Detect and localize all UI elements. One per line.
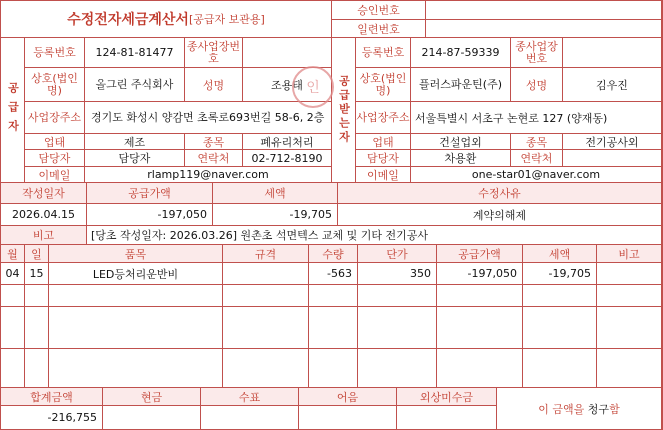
receiver-side-label: 공급받는자 [332, 38, 356, 183]
receiver-name-label: 상호(법인명) [356, 68, 411, 102]
receiver-branch-label: 종사업장번호 [511, 38, 563, 68]
supplier-item: 폐유리처리 [243, 134, 332, 150]
receiver-name: 플러스파운틴(주) [411, 68, 511, 102]
row-supply [437, 285, 523, 307]
receiver-ceo: 김우진 [563, 68, 662, 102]
supplier-type-label: 업태 [25, 134, 85, 150]
supplier-name: 올그린 주식회사 [85, 68, 185, 102]
approval-value [426, 1, 662, 20]
credit-label: 외상미수금 [397, 388, 497, 406]
receiver-addr-label: 사업장주소 [356, 102, 411, 134]
col-spec: 규격 [223, 245, 309, 263]
col-supply: 공급가액 [437, 245, 523, 263]
row-item [49, 349, 223, 388]
supplier-tel: 02-712-8190 [243, 150, 332, 167]
row-note [597, 263, 662, 285]
receiver-type-label: 업태 [356, 134, 411, 150]
row-qty: -563 [309, 263, 358, 285]
col-tax: 세액 [523, 245, 597, 263]
supplier-addr: 경기도 화성시 양감면 초록로693번길 58-6, 2층 [85, 102, 332, 134]
title-sub: [공급자 보관용] [188, 13, 265, 26]
row-day [25, 285, 49, 307]
supplier-name-label: 상호(법인명) [25, 68, 85, 102]
receiver-addr: 서울특별시 서초구 논현로 127 (양재동) [411, 102, 662, 134]
invoice-title [1, 1, 332, 38]
row-price [358, 349, 437, 388]
claim-word: 청구 [587, 402, 610, 416]
receiver-tel [563, 150, 662, 167]
issue-date: 2026.04.15 [1, 204, 87, 226]
row-note [597, 307, 662, 349]
table-row [1, 263, 662, 285]
row-qty [309, 349, 358, 388]
cash-amount [103, 406, 201, 429]
supplier-reg-label: 등록번호 [25, 38, 85, 68]
serial-label: 일련번호 [332, 20, 426, 38]
row-day [25, 349, 49, 388]
supplier-side-label: 공급자 [1, 38, 25, 183]
row-supply [437, 349, 523, 388]
reason-value: 계약의해제 [338, 204, 662, 226]
supplier-ceo: 조용태 [243, 68, 332, 102]
row-month [1, 285, 25, 307]
supplier-reg-no: 124-81-81477 [85, 38, 185, 68]
supplier-type: 제조 [85, 134, 185, 150]
bill-label: 어음 [299, 388, 397, 406]
row-spec [223, 349, 309, 388]
cash-label: 현금 [103, 388, 201, 406]
row-note [597, 285, 662, 307]
receiver-reg-no: 214-87-59339 [411, 38, 511, 68]
supplier-item-label: 종목 [185, 134, 243, 150]
row-month [1, 349, 25, 388]
note-value: [당초 작성일자: 2026.03.26] 원촌초 석면텍스 교체 및 기타 전기공사 [87, 226, 662, 245]
supplier-manager: 담당자 [85, 150, 185, 167]
bill-amount [299, 406, 397, 429]
seal-stamp-text: 인 [306, 80, 320, 96]
col-item: 품목 [49, 245, 223, 263]
row-tax [523, 285, 597, 307]
supplier-ceo-label: 성명 [185, 68, 243, 102]
table-row [1, 285, 662, 307]
supplier-branch-no [243, 38, 332, 68]
summary-tax-label: 세액 [213, 183, 338, 204]
serial-value [426, 20, 662, 38]
receiver-tel-label: 연락처 [511, 150, 563, 167]
row-price: 350 [358, 263, 437, 285]
supplier-email-label: 이메일 [25, 167, 85, 183]
row-price [358, 307, 437, 349]
row-item [49, 307, 223, 349]
row-item [49, 285, 223, 307]
claim-statement [497, 388, 662, 429]
row-day: 15 [25, 263, 49, 285]
row-supply [437, 307, 523, 349]
row-price [358, 285, 437, 307]
reason-label: 수정사유 [338, 183, 662, 204]
col-price: 단가 [358, 245, 437, 263]
receiver-branch-no [563, 38, 662, 68]
total-amount: -216,755 [1, 406, 103, 429]
receiver-manager-label: 담당자 [356, 150, 411, 167]
receiver-item-label: 종목 [511, 134, 563, 150]
total-label: 합계금액 [1, 388, 103, 406]
title-main: 수정전자세금계산서 [67, 12, 189, 28]
summary-supply-label: 공급가액 [87, 183, 213, 204]
table-row [1, 349, 662, 388]
credit-amount [397, 406, 497, 429]
row-spec [223, 307, 309, 349]
summary-supply: -197,050 [87, 204, 213, 226]
approval-label: 승인번호 [332, 1, 426, 20]
receiver-email: one-star01@naver.com [411, 167, 662, 183]
seal-stamp-icon [292, 66, 334, 108]
claim-prefix: 이 금액을 [538, 402, 585, 416]
row-day [25, 307, 49, 349]
receiver-ceo-label: 성명 [511, 68, 563, 102]
date-label: 작성일자 [1, 183, 87, 204]
summary-tax: -19,705 [213, 204, 338, 226]
supplier-manager-label: 담당자 [25, 150, 85, 167]
receiver-manager: 차용환 [411, 150, 511, 167]
row-spec [223, 285, 309, 307]
supplier-email: rlamp119@naver.com [85, 167, 332, 183]
supplier-branch-label: 종사업장번호 [185, 38, 243, 68]
supplier-tel-label: 연락처 [185, 150, 243, 167]
row-tax [523, 307, 597, 349]
col-note: 비고 [597, 245, 662, 263]
row-item: LED등처리운반비 [49, 263, 223, 285]
row-supply: -197,050 [437, 263, 523, 285]
row-tax [523, 349, 597, 388]
table-row [1, 307, 662, 349]
col-day: 일 [25, 245, 49, 263]
check-amount [201, 406, 299, 429]
receiver-type: 건설업외 [411, 134, 511, 150]
row-tax: -19,705 [523, 263, 597, 285]
claim-suffix: 함 [609, 402, 620, 416]
row-qty [309, 307, 358, 349]
receiver-reg-label: 등록번호 [356, 38, 411, 68]
receiver-email-label: 이메일 [356, 167, 411, 183]
row-spec [223, 263, 309, 285]
check-label: 수표 [201, 388, 299, 406]
supplier-addr-label: 사업장주소 [25, 102, 85, 134]
receiver-item: 전기공사외 [563, 134, 662, 150]
col-month: 월 [1, 245, 25, 263]
col-qty: 수량 [309, 245, 358, 263]
row-note [597, 349, 662, 388]
row-qty [309, 285, 358, 307]
row-month: 04 [1, 263, 25, 285]
note-label: 비고 [1, 226, 87, 245]
row-month [1, 307, 25, 349]
